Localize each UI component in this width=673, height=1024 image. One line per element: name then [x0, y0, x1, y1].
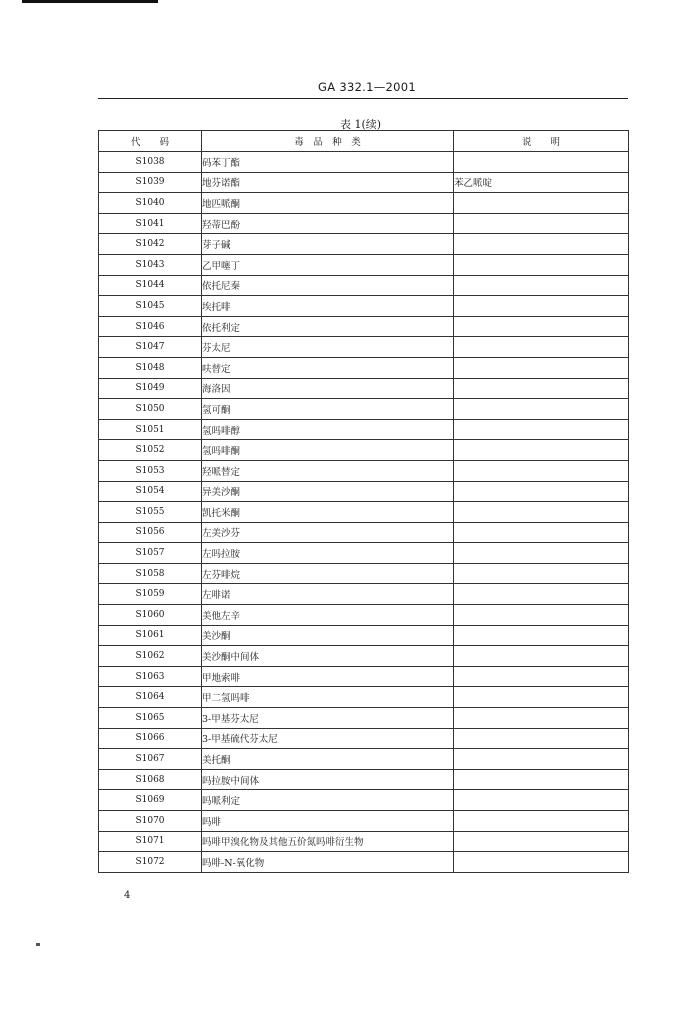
- table-row: [99, 460, 629, 481]
- note-cell: [454, 646, 629, 667]
- drug-name-cell: 氢吗啡酮: [202, 440, 454, 461]
- scan-speck: [36, 943, 40, 946]
- table-row: [99, 625, 629, 646]
- table-row: [99, 852, 629, 873]
- table-row: [99, 522, 629, 543]
- note-cell: [454, 563, 629, 584]
- table-row: [99, 646, 629, 667]
- note-cell: [454, 275, 629, 296]
- table-row: [99, 172, 629, 193]
- drug-name-cell: 呋替定: [202, 357, 454, 378]
- table-row: [99, 481, 629, 502]
- drug-name-cell: 吗啡: [202, 811, 454, 832]
- code-cell: S1065: [99, 708, 202, 729]
- code-cell: S1063: [99, 666, 202, 687]
- note-cell: [454, 460, 629, 481]
- drug-name-cell: 左啡诺: [202, 584, 454, 605]
- note-cell: [454, 749, 629, 770]
- drug-name-cell: 芽子碱: [202, 234, 454, 255]
- note-cell: [454, 708, 629, 729]
- code-cell: S1039: [99, 172, 202, 193]
- code-cell: S1043: [99, 254, 202, 275]
- column-header-code: 代 码: [99, 131, 202, 152]
- note-cell: [454, 625, 629, 646]
- drug-name-cell: 码苯丁酯: [202, 152, 454, 173]
- code-cell: S1071: [99, 831, 202, 852]
- note-cell: [454, 481, 629, 502]
- code-cell: S1070: [99, 811, 202, 832]
- drug-name-cell: 芬太尼: [202, 337, 454, 358]
- table-row: [99, 440, 629, 461]
- code-cell: S1051: [99, 419, 202, 440]
- table-row: [99, 666, 629, 687]
- note-cell: [454, 811, 629, 832]
- table-row: [99, 831, 629, 852]
- note-cell: [454, 687, 629, 708]
- code-cell: S1058: [99, 563, 202, 584]
- drug-name-cell: 左吗拉胺: [202, 543, 454, 564]
- table-row: [99, 769, 629, 790]
- drug-name-cell: 吗哌利定: [202, 790, 454, 811]
- table-title: 表 1(续): [340, 118, 382, 131]
- drug-name-cell: 依托利定: [202, 316, 454, 337]
- note-cell: [454, 584, 629, 605]
- code-cell: S1055: [99, 502, 202, 523]
- note-cell: [454, 831, 629, 852]
- table-row: [99, 811, 629, 832]
- code-cell: S1056: [99, 522, 202, 543]
- code-cell: S1053: [99, 460, 202, 481]
- table-row: [99, 378, 629, 399]
- code-cell: S1044: [99, 275, 202, 296]
- note-cell: [454, 419, 629, 440]
- code-cell: S1050: [99, 399, 202, 420]
- drug-name-cell: 吗拉胺中间体: [202, 769, 454, 790]
- note-cell: [454, 337, 629, 358]
- drug-name-cell: 美沙酮: [202, 625, 454, 646]
- drug-code-table: [98, 130, 629, 873]
- code-cell: S1046: [99, 316, 202, 337]
- note-cell: [454, 399, 629, 420]
- table-header-row: [99, 131, 629, 152]
- code-cell: S1062: [99, 646, 202, 667]
- note-cell: [454, 213, 629, 234]
- code-cell: S1064: [99, 687, 202, 708]
- drug-name-cell: 凯托米酮: [202, 502, 454, 523]
- header-rule: [98, 98, 628, 99]
- drug-name-cell: 地匹哌酮: [202, 193, 454, 214]
- note-cell: [454, 852, 629, 873]
- note-cell: [454, 440, 629, 461]
- table-row: [99, 584, 629, 605]
- note-cell: [454, 666, 629, 687]
- table-row: [99, 234, 629, 255]
- code-cell: S1067: [99, 749, 202, 770]
- code-cell: S1038: [99, 152, 202, 173]
- table-row: [99, 337, 629, 358]
- note-cell: [454, 296, 629, 317]
- note-cell: [454, 543, 629, 564]
- drug-name-cell: 乙甲噻丁: [202, 254, 454, 275]
- table-row: [99, 275, 629, 296]
- code-cell: S1045: [99, 296, 202, 317]
- table-row: [99, 728, 629, 749]
- code-cell: S1072: [99, 852, 202, 873]
- note-cell: [454, 522, 629, 543]
- drug-name-cell: 羟蒂巴酚: [202, 213, 454, 234]
- table-row: [99, 316, 629, 337]
- code-cell: S1052: [99, 440, 202, 461]
- table-row: [99, 502, 629, 523]
- table-row: [99, 605, 629, 626]
- code-cell: S1060: [99, 605, 202, 626]
- note-cell: [454, 152, 629, 173]
- column-header-note: 说 明: [454, 131, 629, 152]
- drug-name-cell: 吗啡-N-氧化物: [202, 852, 454, 873]
- code-cell: S1049: [99, 378, 202, 399]
- drug-name-cell: 异美沙酮: [202, 481, 454, 502]
- code-cell: S1041: [99, 213, 202, 234]
- note-cell: [454, 605, 629, 626]
- note-cell: [454, 193, 629, 214]
- note-cell: [454, 357, 629, 378]
- table-row: [99, 213, 629, 234]
- table-row: [99, 193, 629, 214]
- table-row: [99, 254, 629, 275]
- note-cell: 苯乙哌啶: [454, 172, 629, 193]
- table-row: [99, 152, 629, 173]
- note-cell: [454, 378, 629, 399]
- drug-name-cell: 埃托啡: [202, 296, 454, 317]
- note-cell: [454, 234, 629, 255]
- code-cell: S1042: [99, 234, 202, 255]
- column-header-drug-type: 毒 品 种 类: [202, 131, 454, 152]
- table-row: [99, 543, 629, 564]
- table-row: [99, 563, 629, 584]
- drug-name-cell: 美他左辛: [202, 605, 454, 626]
- note-cell: [454, 728, 629, 749]
- drug-name-cell: 甲二氢吗啡: [202, 687, 454, 708]
- table-row: [99, 357, 629, 378]
- note-cell: [454, 254, 629, 275]
- top-edge-bar: [22, 0, 158, 3]
- drug-name-cell: 3-甲基硫代芬太尼: [202, 728, 454, 749]
- table-row: [99, 749, 629, 770]
- code-cell: S1059: [99, 584, 202, 605]
- code-cell: S1054: [99, 481, 202, 502]
- note-cell: [454, 769, 629, 790]
- drug-name-cell: 左芬啡烷: [202, 563, 454, 584]
- page-number: 4: [124, 890, 131, 901]
- code-cell: S1061: [99, 625, 202, 646]
- note-cell: [454, 790, 629, 811]
- table-row: [99, 790, 629, 811]
- drug-name-cell: 左美沙芬: [202, 522, 454, 543]
- table-row: [99, 296, 629, 317]
- drug-name-cell: 海洛因: [202, 378, 454, 399]
- code-cell: S1066: [99, 728, 202, 749]
- note-cell: [454, 502, 629, 523]
- drug-name-cell: 羟哌替定: [202, 460, 454, 481]
- code-cell: S1047: [99, 337, 202, 358]
- drug-name-cell: 依托尼秦: [202, 275, 454, 296]
- table-row: [99, 687, 629, 708]
- note-cell: [454, 316, 629, 337]
- table-row: [99, 708, 629, 729]
- drug-name-cell: 氢可酮: [202, 399, 454, 420]
- drug-name-cell: 吗啡甲溴化物及其他五价氮吗啡衍生物: [202, 831, 454, 852]
- table-row: [99, 419, 629, 440]
- drug-name-cell: 美沙酮中间体: [202, 646, 454, 667]
- code-cell: S1040: [99, 193, 202, 214]
- drug-name-cell: 美托酮: [202, 749, 454, 770]
- table-row: [99, 399, 629, 420]
- drug-name-cell: 地芬诺酯: [202, 172, 454, 193]
- code-cell: S1069: [99, 790, 202, 811]
- standard-number: GA 332.1—2001: [318, 80, 417, 94]
- drug-name-cell: 3-甲基芬太尼: [202, 708, 454, 729]
- drug-name-cell: 甲地索啡: [202, 666, 454, 687]
- code-cell: S1048: [99, 357, 202, 378]
- code-cell: S1057: [99, 543, 202, 564]
- code-cell: S1068: [99, 769, 202, 790]
- drug-name-cell: 氢吗啡醇: [202, 419, 454, 440]
